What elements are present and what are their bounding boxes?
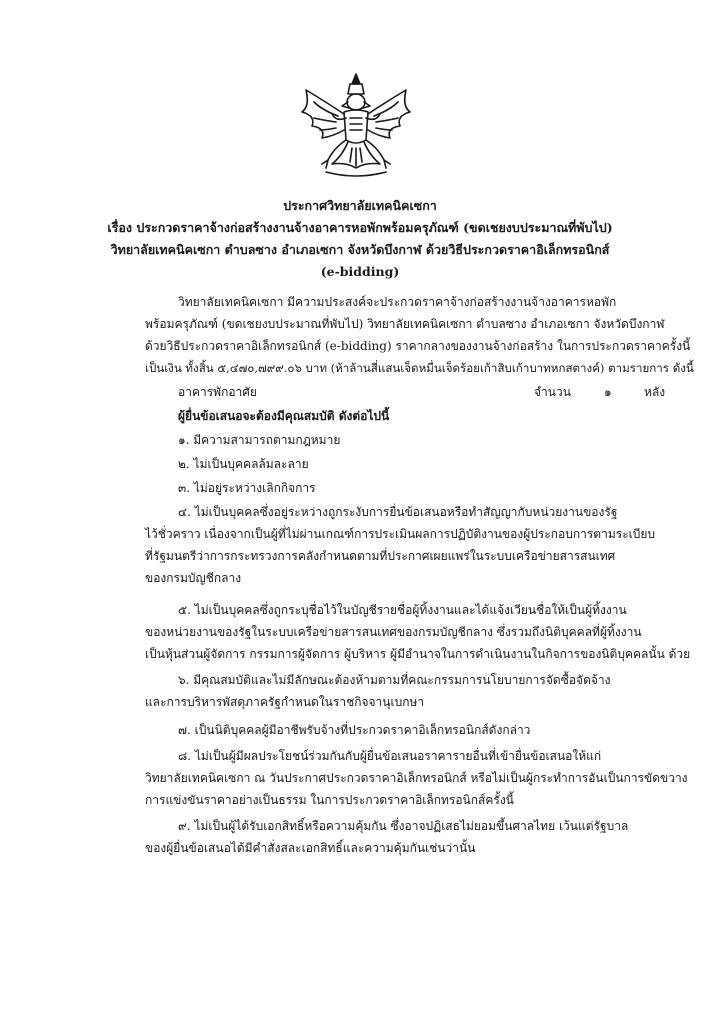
item-qty: ๑ <box>604 385 612 399</box>
qualification-9-line-2: ของผู้ยื่นข้อเสนอได้มีคำสั่งสละเอกสิทธิ์และความคุ้มกันเช่นว่านั้น <box>145 841 476 855</box>
qualification-3: ๓. ไม่อยู่ระหว่างเลิกกิจการ <box>178 481 316 495</box>
qualification-2: ๒. ไม่เป็นบุคคลล้มละลาย <box>178 457 309 471</box>
announcement-title: ประกาศวิทยาลัยเทคนิคเซกา <box>283 198 437 213</box>
qualification-6-line-2: และการบริหารพัสดุภาครัฐกำหนดในราชกิจจานุเบกษา <box>145 695 425 709</box>
item-name: อาคารพักอาศัย <box>178 385 257 399</box>
qualification-8-line-2: วิทยาลัยเทคนิคเซกา ณ วันประกาศประกวดราคาอิเล็กทรอนิกส์ หรือไม่เป็นผู้กระทำการอันเป็นการขัดขวาง <box>145 771 688 785</box>
garuda-emblem-icon <box>292 72 420 180</box>
qualification-4-line-2: ไว้ชั่วคราว เนื่องจากเป็นผู้ที่ไม่ผ่านเกณฑ์การประเมินผลการปฏิบัติงานของผู้ประกอบการตามระเบียบ <box>145 527 656 541</box>
item-qty-label: จำนวน <box>534 385 571 399</box>
intro-line-4: เป็นเงิน ทั้งสิ้น ๕,๔๗๐,๗๙๙.๐๖ บาท (ห้าล้านสี่แสนเจ็ดหมื่นเจ็ดร้อยเก้าสิบเก้าบาทหกสตางค์) ตามรายการ ดังนี้ <box>145 361 694 375</box>
qualification-6-line-1: ๖. มีคุณสมบัติและไม่มีลักษณะต้องห้ามตามที่คณะกรรมการนโยบายการจัดซื้อจัดจ้าง <box>178 673 611 687</box>
announcement-location: วิทยาลัยเทคนิคเซกา ตำบลซาง อำเภอเซกา จังหวัดบึงกาฬ ด้วยวิธีประกวดราคาอิเล็กทรอนิกส์ <box>110 242 610 257</box>
qualification-4-line-1: ๔. ไม่เป็นบุคคลซึ่งอยู่ระหว่างถูกระงับการยื่นข้อเสนอหรือทำสัญญากับหน่วยงานของรัฐ <box>178 505 618 519</box>
qualification-5-line-2: ของหน่วยงานของรัฐในระบบเครือข่ายสารสนเทศของกรมบัญชีกลาง ซึ่งรวมถึงนิติบุคคลที่ผู้ทิ้งงาน <box>145 625 642 639</box>
qualification-8-line-1: ๘. ไม่เป็นผู้มีผลประโยชน์ร่วมกันกับผู้ยื่นข้อเสนอราคารายอื่นที่เข้ายื่นข้อเสนอให้แก่ <box>178 749 602 763</box>
intro-line-1: วิทยาลัยเทคนิคเซกา มีความประสงค์จะประกวดราคาจ้างก่อสร้างงานจ้างอาคารหอพัก <box>178 295 617 309</box>
qualification-5-line-3: เป็นหุ้นส่วนผู้จัดการ กรรมการผู้จัดการ ผู้บริหาร ผู้มีอำนาจในการดำเนินงานในกิจการของนิติบุคคลนั้น ด้วย <box>145 647 691 661</box>
qualification-7: ๗. เป็นนิติบุคคลผู้มีอาชีพรับจ้างที่ประกวดราคาอิเล็กทรอนิกส์ดังกล่าว <box>178 723 531 737</box>
announcement-subject: เรื่อง ประกวดราคาจ้างก่อสร้างงานจ้างอาคารหอพักพร้อมครุภัณฑ์ (ขดเชยงบประมาณที่พับไป) <box>107 220 613 235</box>
qualification-8-line-3: การแข่งขันราคาอย่างเป็นธรรม ในการประกวดราคาอิเล็กทรอนิกส์ครั้งนี้ <box>145 793 514 807</box>
announcement-method: (e-bidding) <box>320 264 400 279</box>
qualifications-heading: ผู้ยื่นข้อเสนอจะต้องมีคุณสมบัติ ดังต่อไปนี้ <box>178 409 390 423</box>
intro-line-2: พร้อมครุภัณฑ์ (ขดเชยงบประมาณที่พับไป) วิทยาลัยเทคนิคเซกา ตำบลซาง อำเภอเซกา จังหวัดบึงกาฬ <box>145 317 665 331</box>
qualification-1: ๑. มีความสามารถตามกฎหมาย <box>178 433 341 447</box>
intro-line-3: ด้วยวิธีประกวดราคาอิเล็กทรอนิกส์ (e-bidding) ราคากลางของงานจ้างก่อสร้าง ในการประกวดราคาครั้งนี้ <box>145 339 691 353</box>
qualification-5-line-1: ๕. ไม่เป็นบุคคลซึ่งถูกระบุชื่อไว้ในบัญชีรายชื่อผู้ทิ้งงานและได้แจ้งเวียนชื่อให้เป็นผู้ทิ้งงาน <box>178 603 627 617</box>
qualification-4-line-4: ของกรมบัญชีกลาง <box>145 571 242 585</box>
item-unit: หลัง <box>644 385 666 399</box>
qualification-4-line-3: ที่รัฐมนตรีว่าการกระทรวงการคลังกำหนดตามที่ประกาศเผยแพร่ในระบบเครือข่ายสารสนเทศ <box>145 549 616 563</box>
qualification-9-line-1: ๙. ไม่เป็นผู้ได้รับเอกสิทธิ์หรือความคุ้มกัน ซึ่งอาจปฏิเสธไม่ยอมขึ้นศาลไทย เว้นแต่รัฐบาล <box>178 819 629 833</box>
